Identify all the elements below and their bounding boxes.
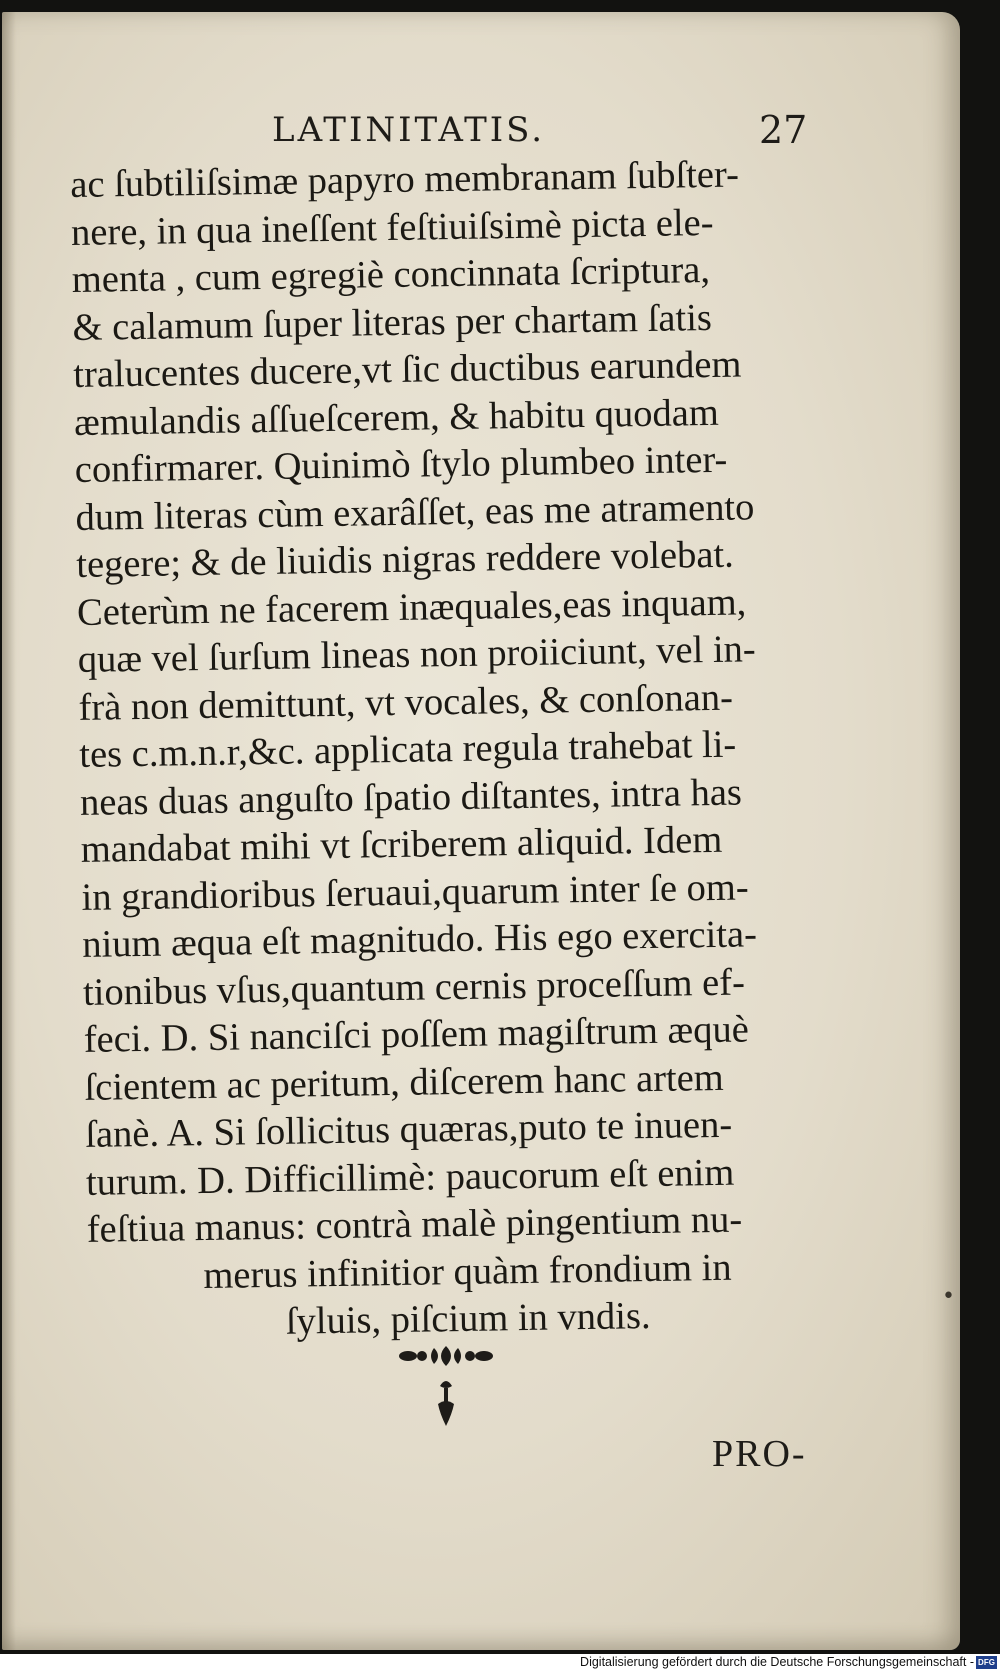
text-line: menta , cum egregiè concinnata ſcriptura, (71, 248, 711, 301)
page-number: 27 (759, 108, 808, 152)
text-line: ſcientem ac peritum, diſcerem hanc artem (84, 1056, 725, 1109)
text-line: turum. D. Difficillimè: paucorum eſt enim (85, 1151, 735, 1204)
text-line: in grandioribus ſeruaui,quarum inter ſe om- (81, 865, 749, 919)
fleuron-ornament-icon (390, 1342, 510, 1442)
running-head: LATINITATIS. (272, 110, 546, 150)
text-line: frà non demittunt, vt vocales, & conſonan- (78, 676, 734, 729)
text-line: æmulandis aſſueſcerem, & habitu quodam (73, 391, 720, 444)
text-line: ac ſubtiliſsimæ papyro membranam ſubſter- (70, 153, 740, 206)
footer-bar (0, 1654, 1000, 1672)
text-line: quæ vel ſurſum lineas non proiiciunt, vel in- (77, 628, 757, 681)
text-line: nium æqua eſt magnitudo. His ego exercita- (81, 913, 758, 966)
text-line: & calamum ſuper literas per chartam ſatis (72, 296, 713, 349)
text-line: nere, in qua ineſſent feſtiuiſsimè picta ele- (70, 201, 714, 254)
dfg-logo: DFG (976, 1656, 997, 1669)
text-block (70, 150, 849, 1349)
text-line: confirmarer. Quinimò ſtylo plumbeo inter- (74, 438, 728, 491)
text-line: Ceterùm ne facerem inæquales,eas inquam, (76, 580, 747, 634)
funding-credit: Digitalisierung gefördert durch die Deutsche Forschungsgemeinschaft - (580, 1655, 974, 1669)
text-line: tes c.m.n.r,&c. applicata regula trahebat li- (78, 723, 737, 776)
text-line: tionibus vſus,quantum cernis proceſſum ef- (82, 961, 746, 1014)
book-page (2, 12, 960, 1650)
text-line: ſyluis, piſcium in vndis. (285, 1295, 651, 1343)
text-line: mandabat mihi vt ſcriberem aliquid. Idem (80, 818, 723, 871)
text-line: dum literas cùm exarâſſet, eas me atramento (75, 485, 755, 539)
text-line: feci. D. Si nanciſci poſſem magiſtrum æquè (83, 1008, 750, 1061)
text-line: ſanè. A. Si ſollicitus quæras,puto te inuen- (84, 1103, 733, 1156)
text-line: feſtiua manus: contrà malè pingentium nu- (86, 1198, 743, 1251)
margin-mark: • (942, 1284, 955, 1309)
text-line: tegere; & de liuidis nigras reddere volebat. (76, 533, 735, 586)
text-line: tralucentes ducere,vt ſic ductibus earundem (73, 343, 742, 396)
text-line: neas duas anguſto ſpatio diſtantes, intra has (79, 771, 743, 824)
text-line: merus infinitior quàm frondium in (203, 1246, 732, 1297)
catchword: PRO- (712, 1433, 807, 1475)
